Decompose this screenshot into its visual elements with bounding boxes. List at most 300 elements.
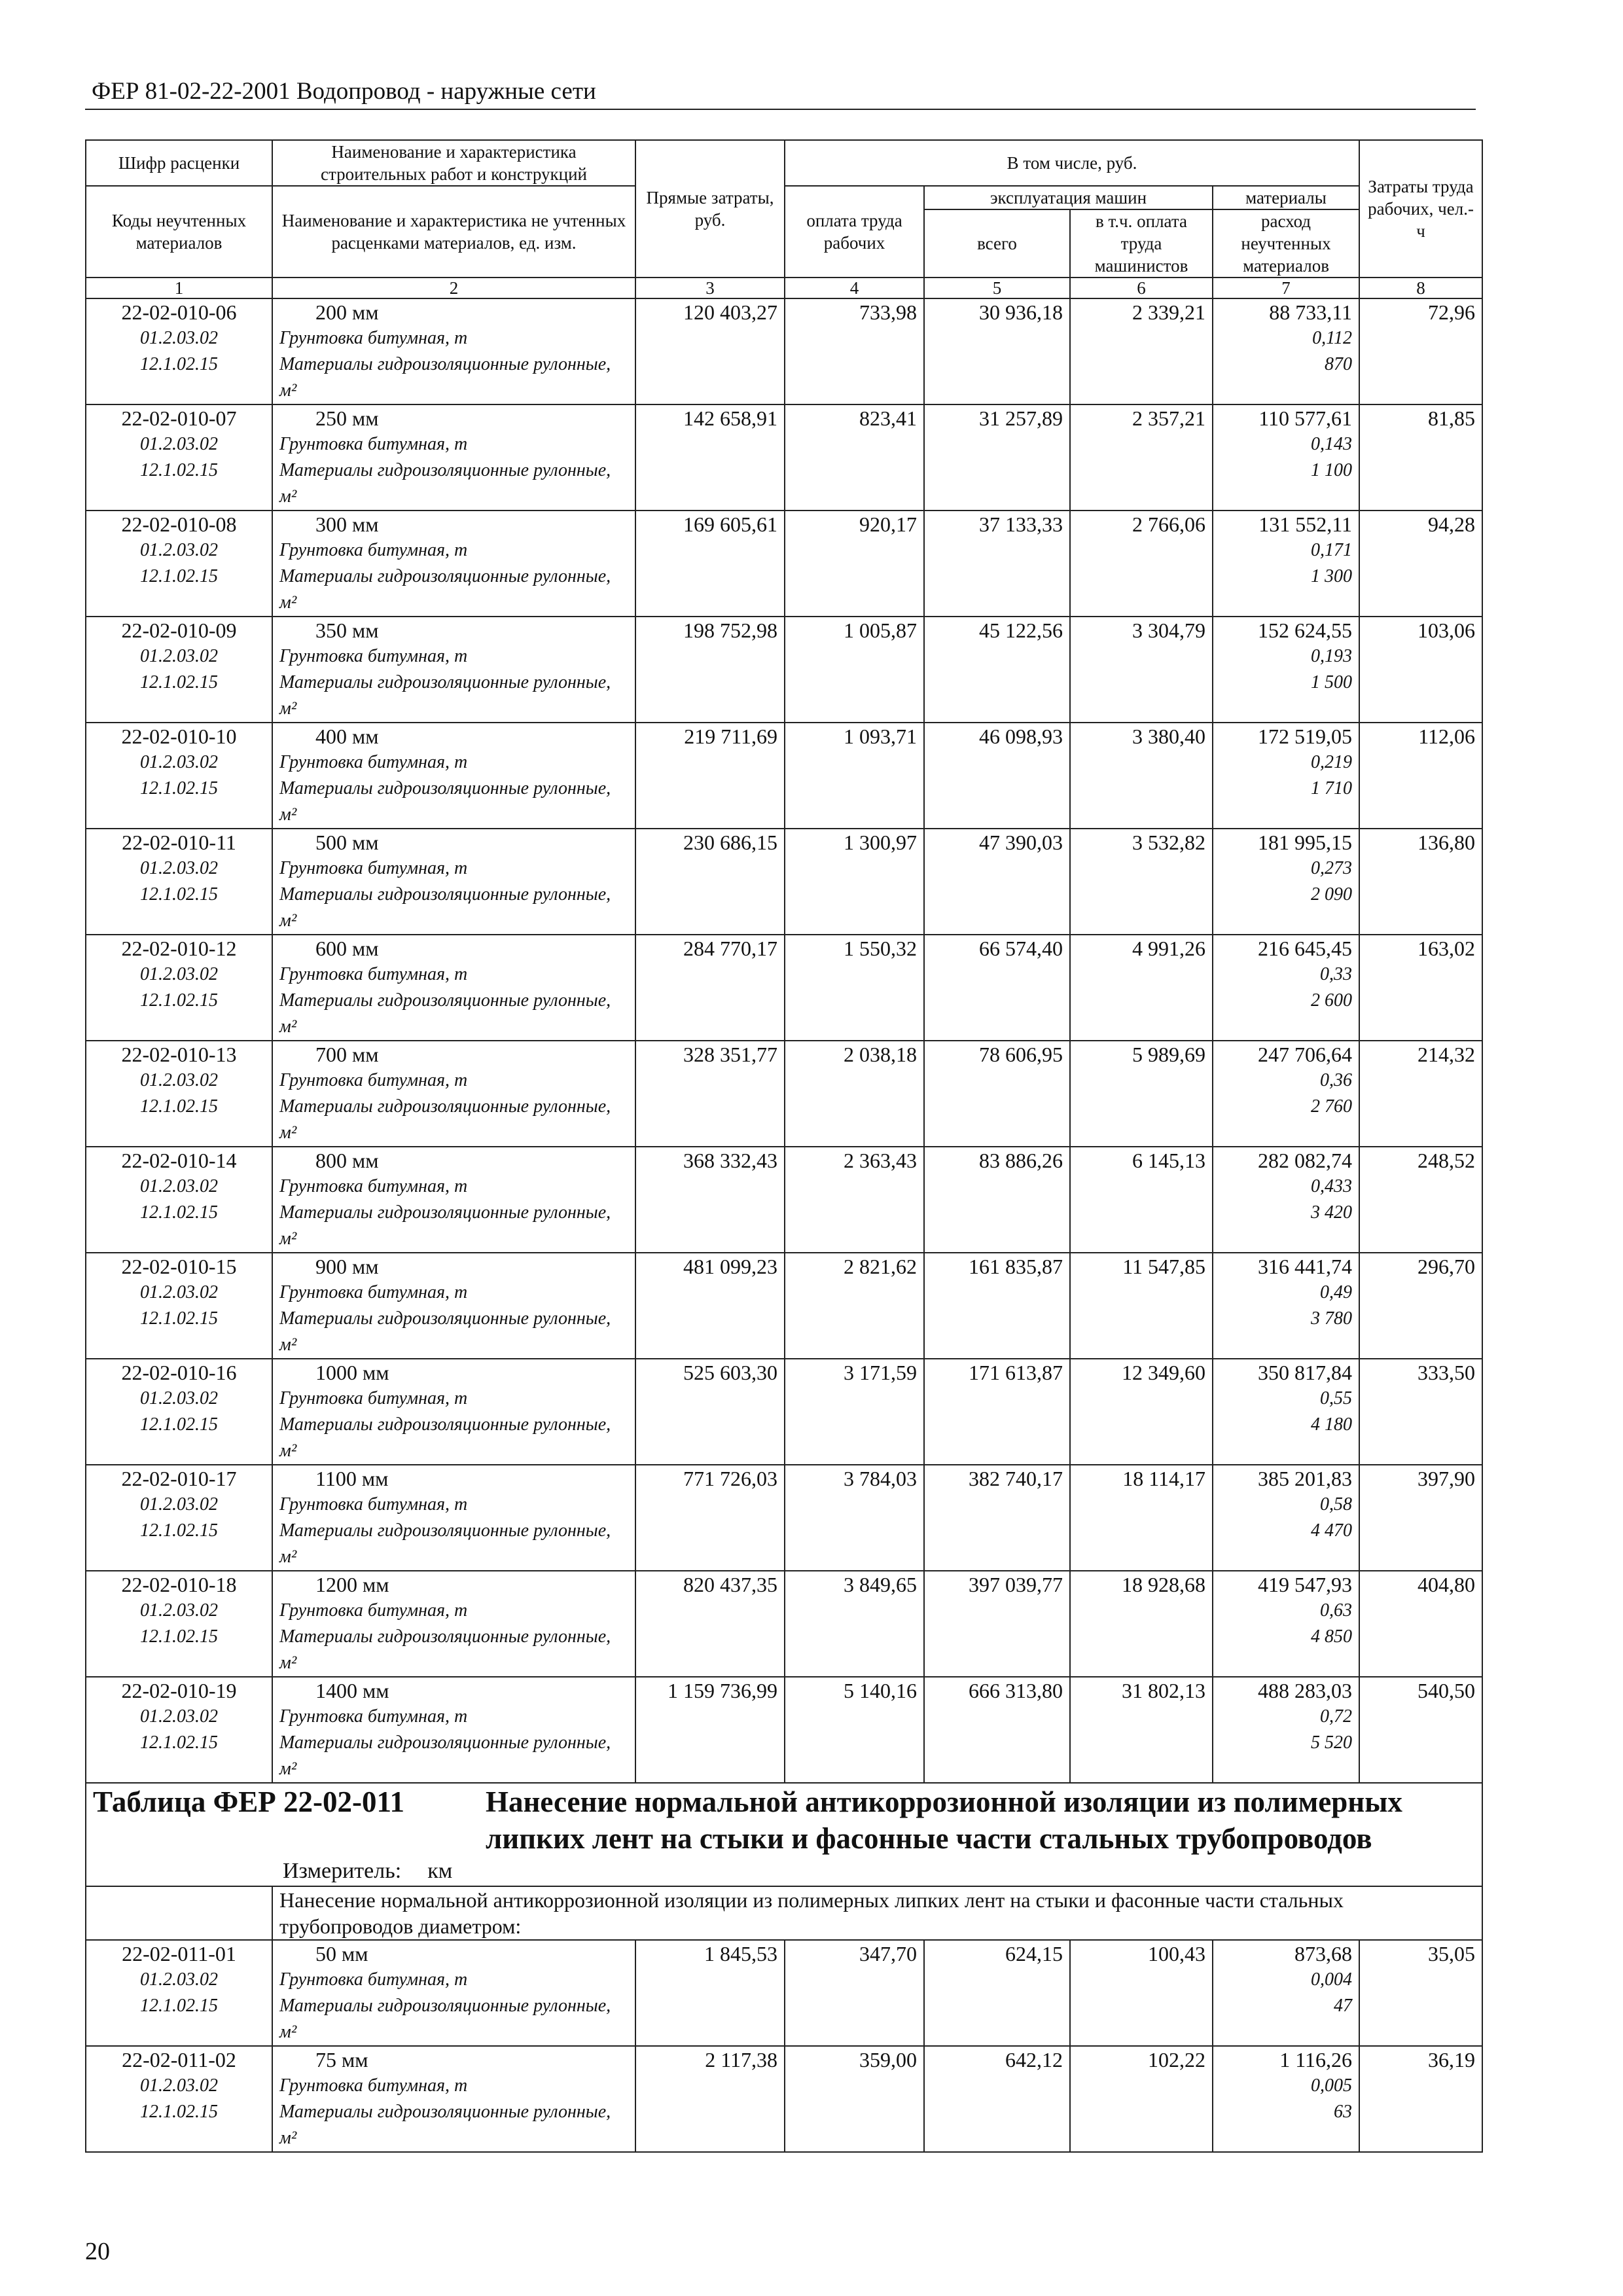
desc-cell (272, 2046, 635, 2152)
machinists-pay: 4 991,26 (1070, 935, 1213, 1041)
code-cell (86, 511, 272, 617)
machines-total: 171 613,87 (924, 1359, 1070, 1465)
labor-pay: 920,17 (785, 511, 924, 617)
code-cell (86, 2046, 272, 2152)
machines-total: 397 039,77 (924, 1571, 1070, 1677)
material-name: Материалы гидроизоляционные рулонные, м² (279, 778, 611, 825)
material-name: Грунтовка битумная, т (279, 1600, 468, 1621)
machinists-pay: 2 339,21 (1070, 298, 1213, 404)
rate-code: 22-02-010-14 (121, 1149, 237, 1172)
desc-cell (272, 1147, 635, 1253)
desc-cell (272, 404, 635, 511)
material-code: 01.2.03.02 (140, 646, 218, 666)
material-usage: 0,219 (1311, 752, 1353, 772)
materials-cell (1213, 2046, 1359, 2152)
materials-cost: 873,68 (1294, 1942, 1353, 1965)
rate-code: 22-02-010-10 (121, 725, 237, 748)
materials-cost: 350 817,84 (1258, 1361, 1353, 1384)
material-name: Грунтовка битумная, т (279, 646, 468, 666)
labor-hours: 103,06 (1359, 617, 1482, 723)
direct-costs: 219 711,69 (635, 723, 785, 829)
materials-cost: 181 995,15 (1258, 831, 1353, 854)
material-usage: 2 760 (1311, 1096, 1353, 1117)
direct-costs: 198 752,98 (635, 617, 785, 723)
machinists-pay: 18 928,68 (1070, 1571, 1213, 1677)
direct-costs: 771 726,03 (635, 1465, 785, 1571)
labor-pay: 1 300,97 (785, 829, 924, 935)
desc-cell (272, 1359, 635, 1465)
table-row (86, 1253, 1482, 1359)
materials-cost: 110 577,61 (1258, 406, 1353, 430)
material-usage: 0,72 (1320, 1706, 1353, 1727)
material-name: Материалы гидроизоляционные рулонные, м² (279, 566, 611, 613)
material-code: 01.2.03.02 (140, 1070, 218, 1090)
material-usage: 2 600 (1311, 990, 1353, 1011)
machines-total: 78 606,95 (924, 1041, 1070, 1147)
running-head: ФЕР 81-02-22-2001 Водопровод - наружные сети (92, 78, 596, 105)
materials-cell (1213, 404, 1359, 511)
materials-cell (1213, 723, 1359, 829)
materials-cell (1213, 298, 1359, 404)
machines-total: 642,12 (924, 2046, 1070, 2152)
diameter: 250 мм (315, 406, 379, 430)
labor-pay: 3 171,59 (785, 1359, 924, 1465)
direct-costs: 1 845,53 (635, 1940, 785, 2046)
col-materialy: материалы (1213, 186, 1359, 209)
code-cell (86, 298, 272, 404)
col-naim-works: Наименование и характеристика строительных работ и конструкций (272, 140, 635, 186)
labor-hours: 81,85 (1359, 404, 1482, 511)
code-cell (86, 1571, 272, 1677)
code-cell (86, 404, 272, 511)
material-code: 12.1.02.15 (140, 566, 218, 586)
material-usage: 5 520 (1311, 1732, 1353, 1753)
material-code: 12.1.02.15 (140, 460, 218, 480)
labor-pay: 1 093,71 (785, 723, 924, 829)
measurer-value: км (427, 1859, 453, 1883)
material-name: Грунтовка битумная, т (279, 434, 468, 454)
labor-hours: 214,32 (1359, 1041, 1482, 1147)
diameter: 400 мм (315, 725, 379, 748)
materials-cell (1213, 1253, 1359, 1359)
material-code: 12.1.02.15 (140, 1520, 218, 1541)
rate-code: 22-02-010-17 (121, 1467, 237, 1490)
materials-cell (1213, 1041, 1359, 1147)
material-usage: 0,273 (1311, 858, 1353, 878)
col-number: 6 (1070, 278, 1213, 298)
materials-cell (1213, 1571, 1359, 1677)
material-usage: 0,58 (1320, 1494, 1353, 1515)
material-usage: 47 (1334, 1996, 1353, 2016)
diameter: 900 мм (315, 1255, 379, 1278)
col-number: 4 (785, 278, 924, 298)
col-number: 3 (635, 278, 785, 298)
code-cell (86, 1465, 272, 1571)
material-name: Грунтовка битумная, т (279, 858, 468, 878)
code-cell (86, 723, 272, 829)
col-vsego: всего (924, 209, 1070, 278)
table-row (86, 723, 1482, 829)
code-cell (86, 1677, 272, 1783)
code-cell (86, 829, 272, 935)
rate-code: 22-02-010-13 (121, 1043, 237, 1066)
diameter: 700 мм (315, 1043, 379, 1066)
machines-total: 37 133,33 (924, 511, 1070, 617)
table-row (86, 935, 1482, 1041)
direct-costs: 169 605,61 (635, 511, 785, 617)
code-cell (86, 1359, 272, 1465)
direct-costs: 284 770,17 (635, 935, 785, 1041)
material-usage: 0,193 (1311, 646, 1353, 666)
labor-hours: 112,06 (1359, 723, 1482, 829)
code-cell (86, 617, 272, 723)
table-row (86, 829, 1482, 935)
machinists-pay: 2 357,21 (1070, 404, 1213, 511)
material-name: Материалы гидроизоляционные рулонные, м² (279, 1202, 611, 1249)
table-row (86, 1465, 1482, 1571)
machinists-pay: 11 547,85 (1070, 1253, 1213, 1359)
column-numbers-row (86, 278, 1482, 298)
material-usage: 0,005 (1311, 2075, 1353, 2096)
materials-cell (1213, 511, 1359, 617)
desc-cell (272, 617, 635, 723)
desc-cell (272, 723, 635, 829)
desc-cell (272, 1940, 635, 2046)
labor-hours: 35,05 (1359, 1940, 1482, 2046)
machines-total: 382 740,17 (924, 1465, 1070, 1571)
direct-costs: 120 403,27 (635, 298, 785, 404)
table-row (86, 1359, 1482, 1465)
diameter: 1200 мм (315, 1573, 389, 1596)
material-name: Грунтовка битумная, т (279, 1494, 468, 1515)
machines-total: 83 886,26 (924, 1147, 1070, 1253)
materials-cell (1213, 1940, 1359, 2046)
table-row (86, 2046, 1482, 2152)
machines-total: 66 574,40 (924, 935, 1070, 1041)
table-row (86, 1041, 1482, 1147)
col-zatraty: Затраты труда рабочих, чел.-ч (1359, 140, 1482, 278)
direct-costs: 2 117,38 (635, 2046, 785, 2152)
material-name: Материалы гидроизоляционные рулонные, м² (279, 2102, 611, 2148)
machines-total: 624,15 (924, 1940, 1070, 2046)
direct-costs: 230 686,15 (635, 829, 785, 935)
direct-costs: 1 159 736,99 (635, 1677, 785, 1783)
materials-cost: 247 706,64 (1258, 1043, 1353, 1066)
rate-code: 22-02-010-18 (121, 1573, 237, 1596)
labor-pay: 359,00 (785, 2046, 924, 2152)
labor-pay: 2 821,62 (785, 1253, 924, 1359)
machines-total: 45 122,56 (924, 617, 1070, 723)
material-usage: 1 500 (1311, 672, 1353, 692)
rate-code: 22-02-010-08 (121, 512, 237, 536)
diameter: 200 мм (315, 300, 379, 324)
material-code: 12.1.02.15 (140, 1308, 218, 1329)
rate-code: 22-02-010-11 (122, 831, 236, 854)
material-code: 01.2.03.02 (140, 2075, 218, 2096)
machinists-pay: 31 802,13 (1070, 1677, 1213, 1783)
machinists-pay: 5 989,69 (1070, 1041, 1213, 1147)
material-code: 01.2.03.02 (140, 434, 218, 454)
desc-cell (272, 1571, 635, 1677)
materials-cell (1213, 1677, 1359, 1783)
material-name: Материалы гидроизоляционные рулонные, м² (279, 1732, 611, 1779)
material-usage: 0,55 (1320, 1388, 1353, 1408)
desc-cell (272, 1677, 635, 1783)
table-row (86, 1940, 1482, 2046)
labor-hours: 397,90 (1359, 1465, 1482, 1571)
machinists-pay: 6 145,13 (1070, 1147, 1213, 1253)
labor-pay: 3 784,03 (785, 1465, 924, 1571)
material-name: Грунтовка битумная, т (279, 1706, 468, 1727)
labor-hours: 333,50 (1359, 1359, 1482, 1465)
col-vtch-oplata: в т.ч. оплата труда машинистов (1070, 209, 1213, 278)
material-code: 01.2.03.02 (140, 752, 218, 772)
material-name: Грунтовка битумная, т (279, 2075, 468, 2096)
measurer-label: Измеритель: (283, 1859, 402, 1883)
col-number: 1 (86, 278, 272, 298)
material-code: 01.2.03.02 (140, 540, 218, 560)
labor-pay: 5 140,16 (785, 1677, 924, 1783)
labor-pay: 733,98 (785, 298, 924, 404)
rate-code: 22-02-010-06 (121, 300, 237, 324)
table-row (86, 298, 1482, 404)
labor-hours: 72,96 (1359, 298, 1482, 404)
col-number: 8 (1359, 278, 1482, 298)
code-cell (86, 1253, 272, 1359)
material-usage: 3 420 (1311, 1202, 1353, 1223)
material-usage: 0,63 (1320, 1600, 1353, 1621)
col-ekspluatatsiya: эксплуатация машин (924, 186, 1213, 209)
machinists-pay: 3 304,79 (1070, 617, 1213, 723)
labor-pay: 1 550,32 (785, 935, 924, 1041)
diameter: 75 мм (315, 2048, 368, 2072)
diameter: 600 мм (315, 937, 379, 960)
material-code: 12.1.02.15 (140, 2102, 218, 2122)
machinists-pay: 2 766,06 (1070, 511, 1213, 617)
col-number: 7 (1213, 278, 1359, 298)
labor-pay: 2 038,18 (785, 1041, 924, 1147)
material-code: 12.1.02.15 (140, 672, 218, 692)
material-usage: 4 470 (1311, 1520, 1353, 1541)
table-022-02-011-header (86, 1783, 1482, 1940)
col-oplata: оплата труда рабочих (785, 186, 924, 278)
table-row (86, 1147, 1482, 1253)
direct-costs: 820 437,35 (635, 1571, 785, 1677)
material-code: 12.1.02.15 (140, 1202, 218, 1223)
rate-code: 22-02-010-12 (121, 937, 237, 960)
table-label: Таблица ФЕР 22-02-011 (93, 1785, 405, 1818)
material-name: Материалы гидроизоляционные рулонные, м² (279, 1626, 611, 1673)
rates-table (85, 139, 1483, 2153)
material-usage: 1 710 (1311, 778, 1353, 798)
machinists-pay: 12 349,60 (1070, 1359, 1213, 1465)
col-naim-materials: Наименование и характеристика не учтенных расценками материалов, ед. изм. (272, 186, 635, 278)
diameter: 500 мм (315, 831, 379, 854)
group-desc-spacer (86, 1886, 272, 1940)
labor-pay: 347,70 (785, 1940, 924, 2046)
code-cell (86, 935, 272, 1041)
rate-code: 22-02-010-15 (121, 1255, 237, 1278)
material-usage: 0,33 (1320, 964, 1353, 984)
material-usage: 1 100 (1311, 460, 1353, 480)
material-code: 01.2.03.02 (140, 1494, 218, 1515)
material-name: Материалы гидроизоляционные рулонные, м² (279, 990, 611, 1037)
desc-cell (272, 829, 635, 935)
material-usage: 0,112 (1312, 328, 1353, 348)
material-code: 12.1.02.15 (140, 1414, 218, 1435)
labor-hours: 248,52 (1359, 1147, 1482, 1253)
code-cell (86, 1041, 272, 1147)
machines-total: 47 390,03 (924, 829, 1070, 935)
diameter: 1400 мм (315, 1679, 389, 1702)
diameter: 1000 мм (315, 1361, 389, 1384)
materials-cell (1213, 1147, 1359, 1253)
materials-cost: 216 645,45 (1258, 937, 1353, 960)
rate-code: 22-02-010-09 (121, 619, 237, 642)
page-number: 20 (85, 2238, 110, 2265)
material-code: 12.1.02.15 (140, 354, 218, 374)
materials-cell (1213, 1359, 1359, 1465)
code-cell (86, 1940, 272, 2046)
labor-hours: 540,50 (1359, 1677, 1482, 1783)
table-title-block (93, 1784, 1475, 1857)
material-usage: 2 090 (1311, 884, 1353, 905)
diameter: 50 мм (315, 1942, 368, 1965)
material-name: Материалы гидроизоляционные рулонные, м² (279, 460, 611, 507)
material-usage: 4 850 (1311, 1626, 1353, 1647)
material-code: 12.1.02.15 (140, 1996, 218, 2016)
material-name: Грунтовка битумная, т (279, 328, 468, 348)
direct-costs: 368 332,43 (635, 1147, 785, 1253)
labor-hours: 94,28 (1359, 511, 1482, 617)
material-usage: 63 (1334, 2102, 1353, 2122)
materials-cost: 385 201,83 (1258, 1467, 1353, 1490)
table-row (86, 511, 1482, 617)
material-name: Грунтовка битумная, т (279, 964, 468, 984)
materials-cell (1213, 935, 1359, 1041)
diameter: 800 мм (315, 1149, 379, 1172)
material-usage: 0,49 (1320, 1282, 1353, 1302)
diameter: 300 мм (315, 512, 379, 536)
machines-total: 46 098,93 (924, 723, 1070, 829)
machines-total: 666 313,80 (924, 1677, 1070, 1783)
materials-cell (1213, 617, 1359, 723)
col-number: 2 (272, 278, 635, 298)
machinists-pay: 3 380,40 (1070, 723, 1213, 829)
rate-code: 22-02-011-02 (122, 2048, 236, 2072)
material-code: 01.2.03.02 (140, 1388, 218, 1408)
material-usage: 4 180 (1311, 1414, 1353, 1435)
material-name: Материалы гидроизоляционные рулонные, м² (279, 1414, 611, 1461)
direct-costs: 142 658,91 (635, 404, 785, 511)
materials-cost: 131 552,11 (1258, 512, 1353, 536)
material-code: 01.2.03.02 (140, 1706, 218, 1727)
material-name: Грунтовка битумная, т (279, 1070, 468, 1090)
col-number: 5 (924, 278, 1070, 298)
desc-cell (272, 935, 635, 1041)
material-code: 12.1.02.15 (140, 990, 218, 1011)
material-code: 01.2.03.02 (140, 964, 218, 984)
materials-cell (1213, 1465, 1359, 1571)
material-name: Материалы гидроизоляционные рулонные, м² (279, 354, 611, 401)
material-name: Материалы гидроизоляционные рулонные, м² (279, 1308, 611, 1355)
code-cell (86, 1147, 272, 1253)
material-name: Грунтовка битумная, т (279, 1176, 468, 1196)
desc-cell (272, 1041, 635, 1147)
machinists-pay: 3 532,82 (1070, 829, 1213, 935)
material-code: 12.1.02.15 (140, 778, 218, 798)
col-v-tom-chisle: В том числе, руб. (785, 140, 1359, 186)
material-name: Материалы гидроизоляционные рулонные, м² (279, 1096, 611, 1143)
diameter: 350 мм (315, 619, 379, 642)
labor-hours: 136,80 (1359, 829, 1482, 935)
desc-cell (272, 511, 635, 617)
table-row (86, 1571, 1482, 1677)
materials-cost: 172 519,05 (1258, 725, 1353, 748)
table-row (86, 404, 1482, 511)
material-code: 01.2.03.02 (140, 328, 218, 348)
labor-hours: 163,02 (1359, 935, 1482, 1041)
material-usage: 0,433 (1311, 1176, 1353, 1196)
material-usage: 3 780 (1311, 1308, 1353, 1329)
direct-costs: 525 603,30 (635, 1359, 785, 1465)
materials-cell (1213, 829, 1359, 935)
rate-code: 22-02-010-16 (121, 1361, 237, 1384)
col-shifr: Шифр расценки (86, 140, 272, 186)
materials-cost: 152 624,55 (1258, 619, 1353, 642)
labor-hours: 36,19 (1359, 2046, 1482, 2152)
material-name: Грунтовка битумная, т (279, 1388, 468, 1408)
material-name: Грунтовка битумная, т (279, 540, 468, 560)
material-code: 12.1.02.15 (140, 884, 218, 905)
materials-cost: 88 733,11 (1269, 300, 1353, 324)
material-name: Материалы гидроизоляционные рулонные, м² (279, 884, 611, 931)
table-body-010 (86, 298, 1482, 1783)
materials-cost: 282 082,74 (1258, 1149, 1353, 1172)
rate-code: 22-02-011-01 (122, 1942, 236, 1965)
material-usage: 870 (1325, 354, 1353, 374)
machinists-pay: 102,22 (1070, 2046, 1213, 2152)
direct-costs: 328 351,77 (635, 1041, 785, 1147)
labor-pay: 3 849,65 (785, 1571, 924, 1677)
material-code: 12.1.02.15 (140, 1096, 218, 1117)
material-code: 12.1.02.15 (140, 1732, 218, 1753)
materials-cost: 1 116,26 (1279, 2048, 1353, 2072)
material-name: Грунтовка битумная, т (279, 1969, 468, 1990)
material-name: Материалы гидроизоляционные рулонные, м² (279, 1520, 611, 1567)
col-pryamye: Прямые затраты, руб. (635, 140, 785, 278)
material-name: Материалы гидроизоляционные рулонные, м² (279, 1996, 611, 2042)
material-code: 01.2.03.02 (140, 1969, 218, 1990)
material-code: 01.2.03.02 (140, 1600, 218, 1621)
col-kody: Коды неучтенных материалов (86, 186, 272, 278)
direct-costs: 481 099,23 (635, 1253, 785, 1359)
rate-code: 22-02-010-19 (121, 1679, 237, 1702)
diameter: 1100 мм (315, 1467, 389, 1490)
machinists-pay: 18 114,17 (1070, 1465, 1213, 1571)
material-usage: 0,171 (1311, 540, 1353, 560)
material-usage: 0,36 (1320, 1070, 1353, 1090)
measurer (93, 1857, 1475, 1886)
materials-cost: 488 283,03 (1258, 1679, 1353, 1702)
table-title: Нанесение нормальной антикоррозионной изоляции из полимерных липких лент на стыки и фасонные части стальных трубопроводов (486, 1785, 1402, 1855)
material-code: 01.2.03.02 (140, 1282, 218, 1302)
machinists-pay: 100,43 (1070, 1940, 1213, 2046)
desc-cell (272, 1465, 635, 1571)
materials-cost: 316 441,74 (1258, 1255, 1353, 1278)
labor-hours: 404,80 (1359, 1571, 1482, 1677)
material-name: Грунтовка битумная, т (279, 1282, 468, 1302)
